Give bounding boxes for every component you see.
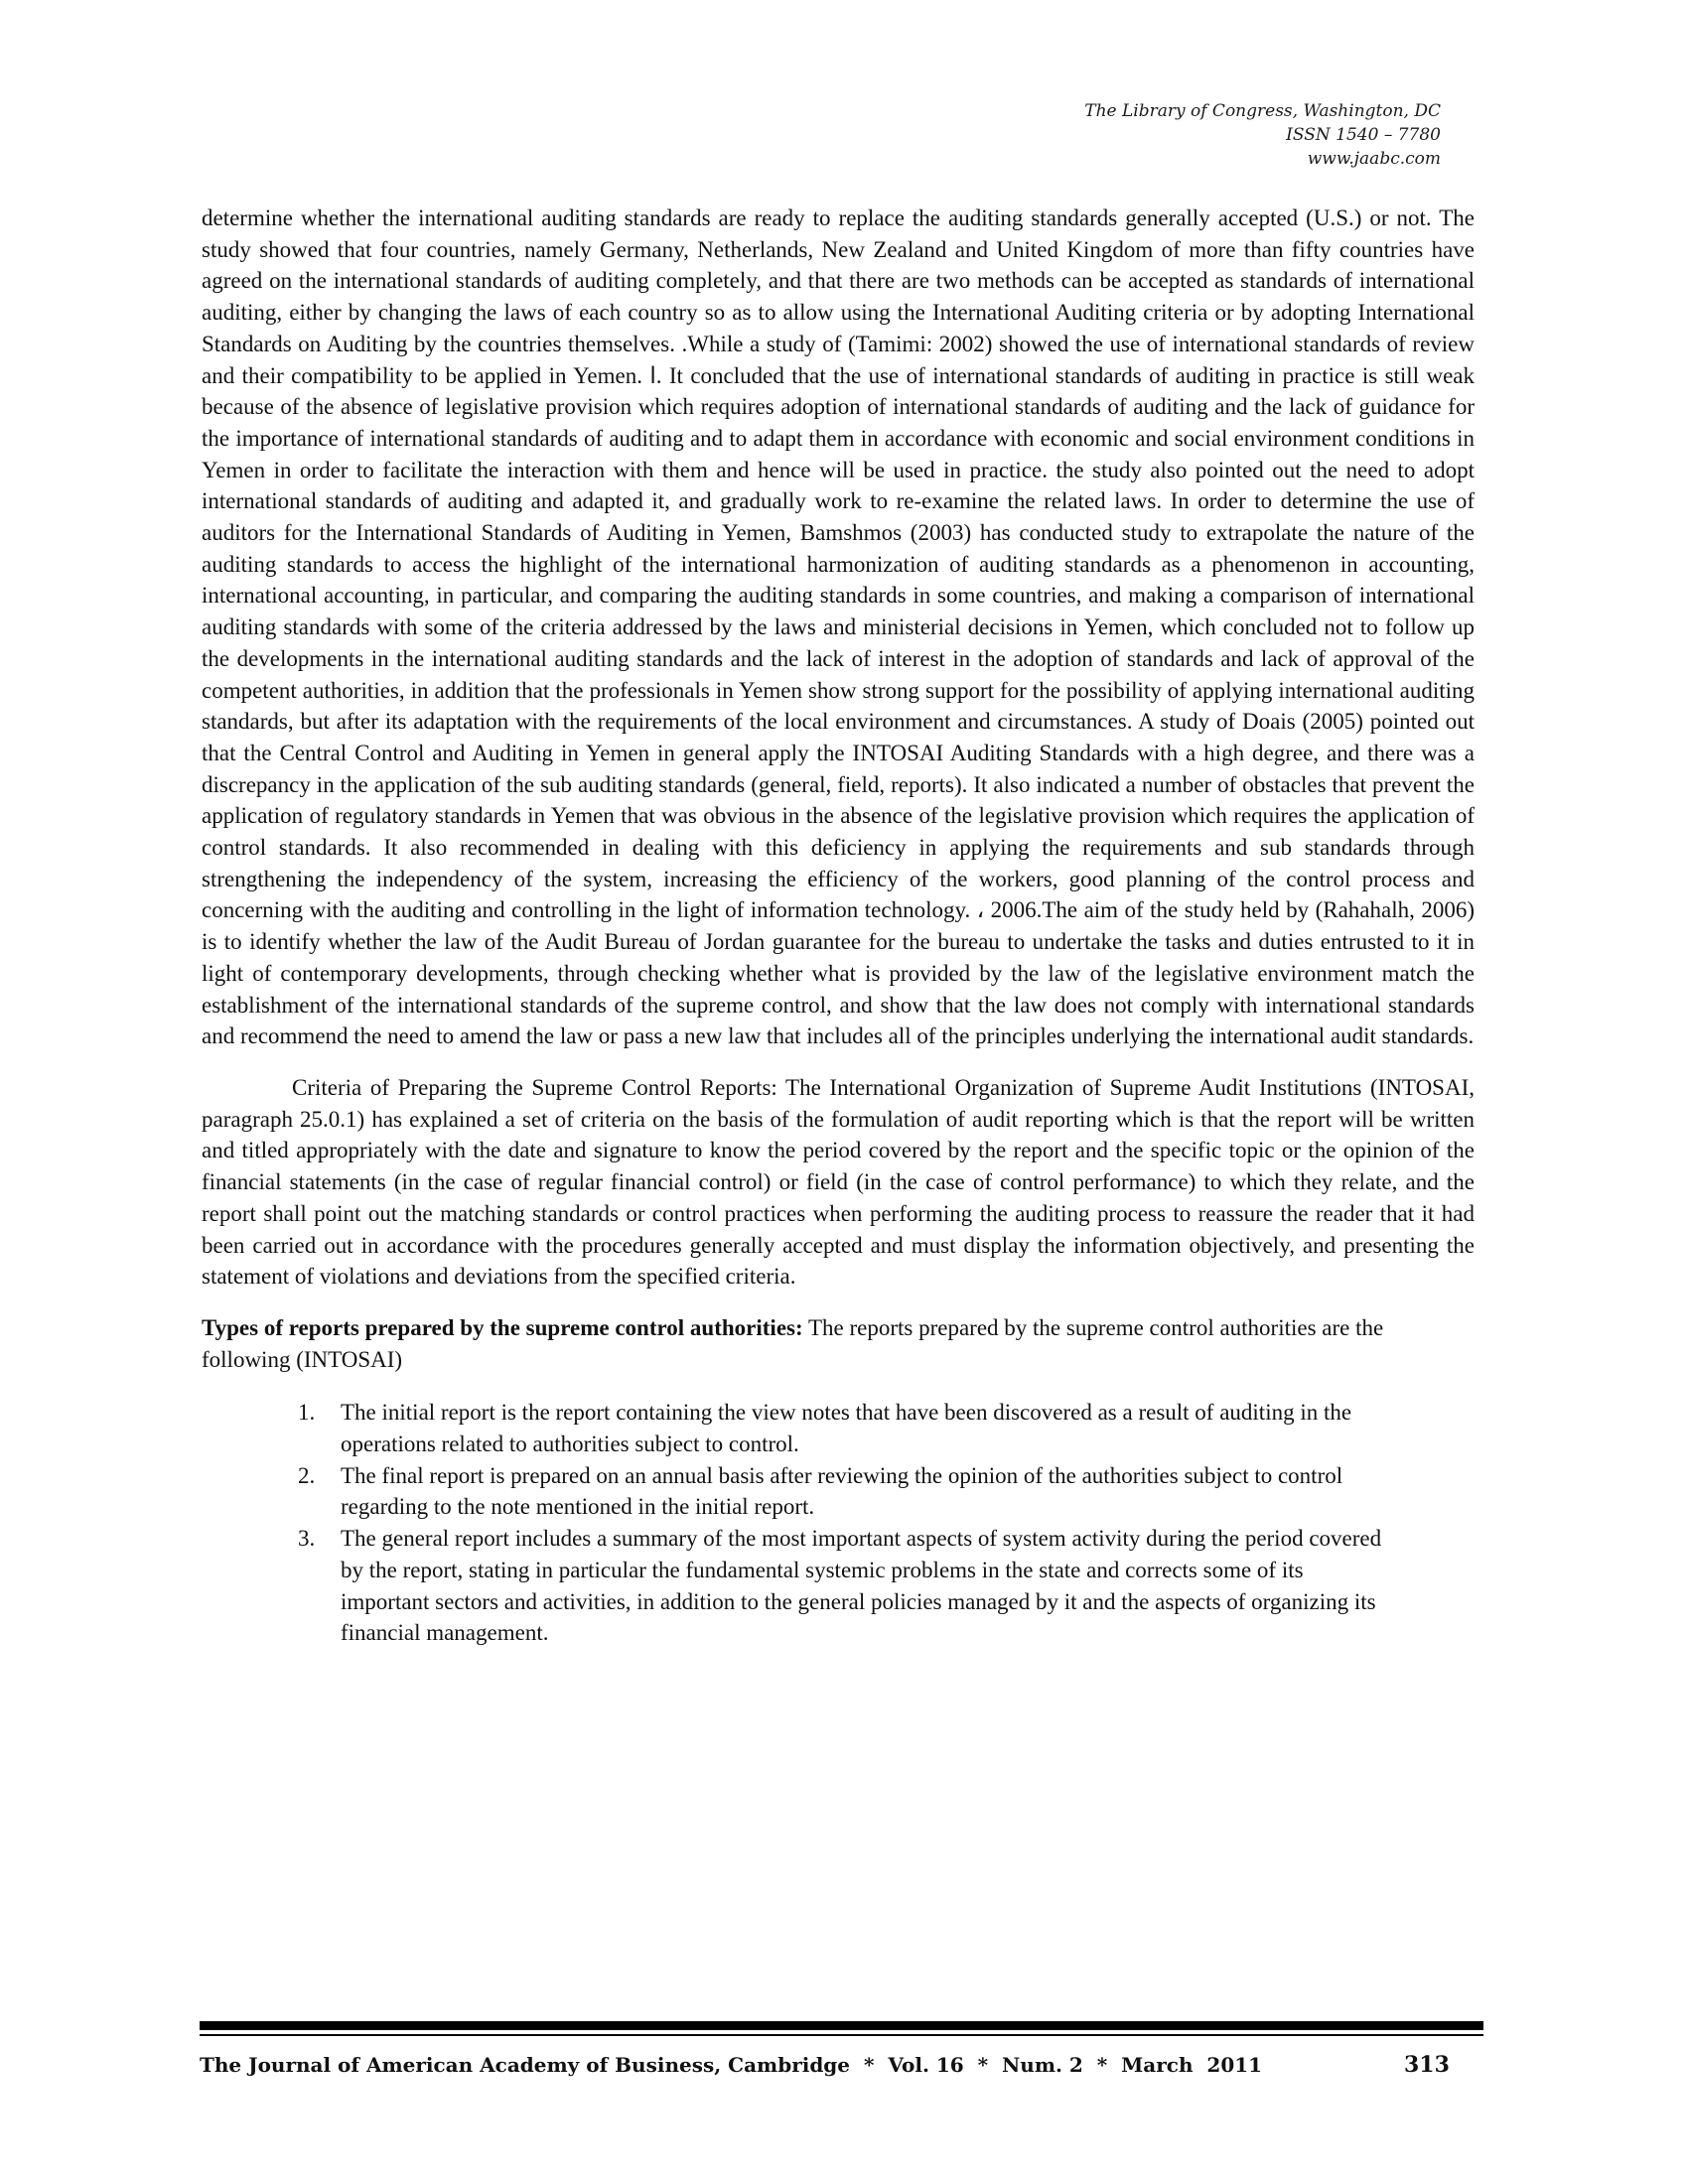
- body-paragraph-1: determine whether the international auditing standards are ready to replace the auditing standards generally accepted (U.S.) or not. The study showed that four countries, namely Germany, Netherlands, New Zealand and United Kingdom of more than fifty countries have agreed on the international standards of auditing completely, and that there are two methods can be accepted as standards of international auditing, either by changing the laws of each country so as to allow using the International Auditing criteria or by adopting International Standards on Auditing by the countries themselves. .While a study of (Tamimi: 2002) showed the use of international standards of review and their compatibility to be applied in Yemen. ا. It concluded that the use of international standards of auditing in practice is still weak because of the absence of legislative provision which requires adoption of international standards of auditing and the lack of guidance for the importance of international standards of auditing and to adapt them in accordance with economic and social environment conditions in Yemen in order to facilitate the interaction with them and hence will be used in practice. the study also pointed out the need to adopt international standards of auditing and adapted it, and gradually work to re-examine the related laws. In order to determine the use of auditors for the International Standards of Auditing in Yemen, Bamshmos (2003) has conducted study to extrapolate the nature of the auditing standards to access the highlight of the international harmonization of auditing standards as a phenomenon in accounting, international accounting, in particular, and comparing the auditing standards in some countries, and making a comparison of international auditing standards with some of the criteria addressed by the laws and ministerial decisions in Yemen, which concluded not to follow up the developments in the international auditing standards and the lack of interest in the adoption of standards and lack of approval of the competent authorities, in addition that the professionals in Yemen show strong support for the possibility of applying international auditing standards, but after its adaptation with the requirements of the local environment and circumstances. A study of Doais (2005) pointed out that the Central Control and Auditing in Yemen in general apply the INTOSAI Auditing Standards with a high degree, and there was a discrepancy in the application of the sub auditing standards (general, field, reports). It also indicated a number of obstacles that prevent the application of regulatory standards in Yemen that was obvious in the absence of the legislative provision which requires the application of control standards. It also recommended in dealing with this deficiency in applying the requirements and sub standards through strengthening the independency of the system, increasing the efficiency of the workers, good planning of the control process and concerning with the auditing and controlling in the light of information technology. ، 2006.The aim of the study held by (Rahahalh, 2006) is to identify whether the law of the Audit Bureau of Jordan guarantee for the bureau to undertake the tasks and duties entrusted to it in light of contemporary developments, through checking whether what is provided by the law of the legislative environment match the establishment of the international standards of the supreme control, and show that the law does not comply with international standards and recommend the need to amend the law or pass a new law that includes all of the principles underlying the international audit standards.: [202, 205, 1476, 1049]
- list-item: [202, 1523, 1395, 1649]
- list-item-text: The initial report is the report containing the view notes that have been discovered as a result of auditing in the operations related to authorities subject to control.: [341, 1400, 1352, 1457]
- header-library-line: The Library of Congress, Washington, DC: [1084, 101, 1441, 121]
- list-item: [202, 1397, 1395, 1459]
- report-types-list: [202, 1397, 1395, 1649]
- page-body: [202, 203, 1475, 1649]
- page-number: 313: [1404, 2052, 1450, 2078]
- running-header: [1084, 99, 1441, 171]
- footer-rule-thin: [200, 2034, 1483, 2036]
- types-heading: Types of reports prepared by the supreme control authorities:: [202, 1314, 803, 1340]
- list-item-number: 3.: [298, 1526, 316, 1552]
- header-issn-line: ISSN 1540 – 7780: [1286, 125, 1441, 145]
- footer-journal-citation: The Journal of American Academy of Business, Cambridge * Vol. 16 * Num. 2 * March 2011: [200, 2053, 1263, 2077]
- list-item-text: The general report includes a summary of the most important aspects of system activity during the period covered by the report, stating in particular the fundamental systemic problems in the state and corrects some of its important sectors and activities, in addition to the general policies managed by it and the aspects of organizing its financial management.: [341, 1526, 1382, 1646]
- types-text: The reports prepared by the supreme control authorities are the following (INTOSAI): [202, 1314, 1384, 1372]
- header-website-line: www.jaabc.com: [1307, 149, 1441, 169]
- list-item-number: 2.: [298, 1462, 316, 1488]
- list-item-text: The final report is prepared on an annual basis after reviewing the opinion of the authorities subject to control regarding to the note mentioned in the initial report.: [341, 1462, 1343, 1520]
- body-paragraph-2: Criteria of Preparing the Supreme Control Reports: The International Organization of Supreme Audit Institutions (INTOSAI, paragraph 25.0.1) has explained a set of criteria on the basis of the formulation of audit reporting which is that the report will be written and titled appropriately with the date and signature to know the period covered by the report and the specific topic or the opinion of the financial statements (in the case of regular financial control) or field (in the case of control performance) to which they relate, and the report shall point out the matching standards or control practices when performing the auditing process to reassure the reader that it had been carried out in accordance with the procedures generally accepted and must display the information objectively, and presenting the statement of violations and deviations from the specified criteria.: [202, 1074, 1475, 1290]
- list-item: [202, 1460, 1395, 1523]
- list-item-number: 1.: [298, 1400, 316, 1426]
- footer-rule-thick: [200, 2021, 1483, 2030]
- types-paragraph: [202, 1312, 1475, 1375]
